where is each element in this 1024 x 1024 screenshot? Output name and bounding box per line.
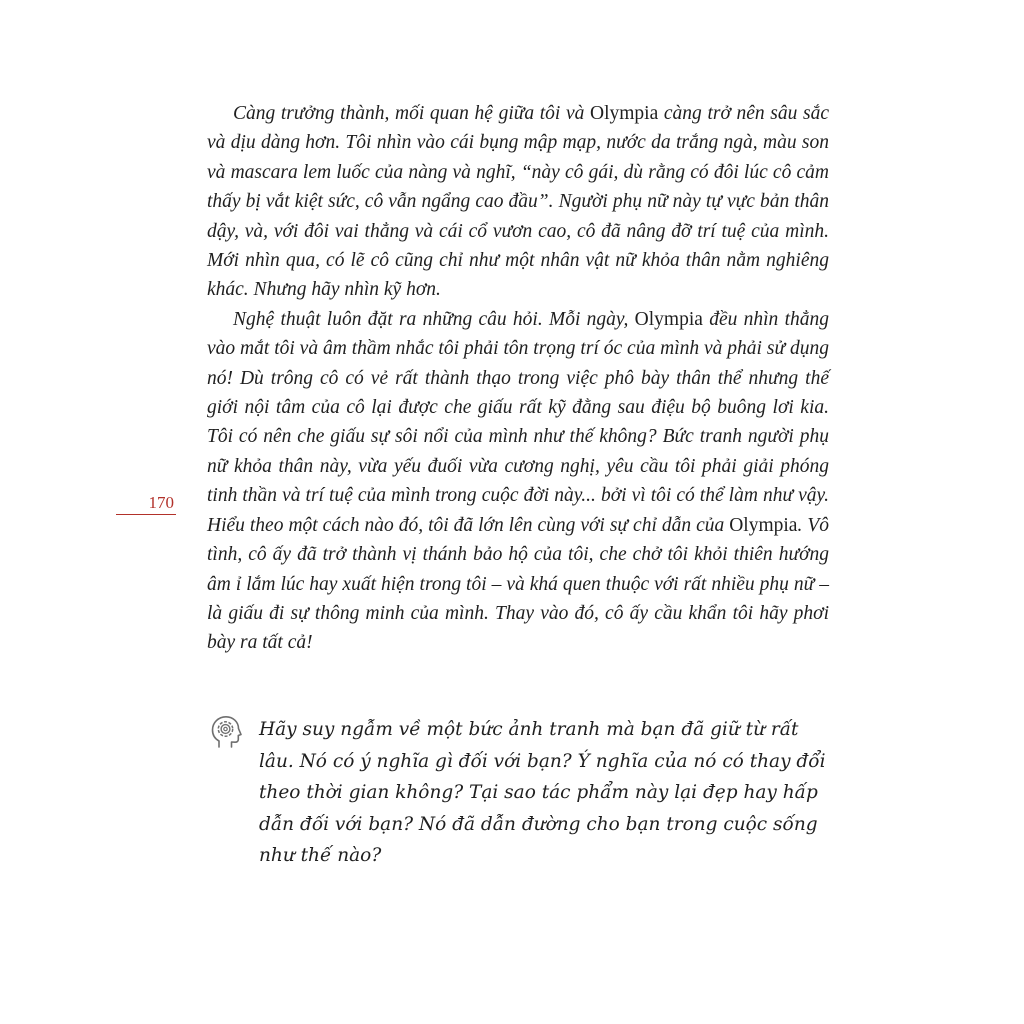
page-number: 170 [148, 493, 174, 512]
head-gear-icon [210, 714, 242, 750]
paragraph-2-text-b: đều nhìn thẳng vào mắt tôi và âm thầm nhắc tôi phải tôn trọng trí óc của mình và phải sử dụng nó! Dù trông cô có vẻ rất thành thạo trong việc phô bày thân thể nhưng thế giới nội tâm của cô lại được che giấu rất kỹ đằng sau điệu bộ buông lơi kia. Tôi có nên che giấu sự sôi nổi của mình như thế không? Bức tranh người phụ nữ khỏa thân này, vừa yếu đuối vừa cương nghị, yêu cầu tôi phải giải phóng tinh thần và trí tuệ của mình trong cuộc đời này... bởi vì tôi có thể làm như vậy. Hiểu theo một cách nào đó, tôi đã lớn lên cùng với sự chỉ dẫn của [207, 308, 829, 536]
paragraph-1 [207, 99, 829, 305]
paragraph-2 [207, 305, 829, 658]
paragraph-1-text-a: Càng trưởng thành, mối quan hệ giữa tôi và [233, 103, 591, 124]
paragraph-1-text-b: càng trở nên sâu sắc và dịu dàng hơn. Tôi nhìn vào cái bụng mập mạp, nước da trắng ngà, màu son và mascara lem luốc của nàng và nghĩ, “này cô gái, dù rằng có đôi lúc cô cảm thấy bị vắt kiệt sức, cô vẫn ngẩng cao đầu”. Người phụ nữ này tự vực bản thân dậy, và, với đôi vai thẳng và cái cổ vươn cao, cô đã nâng đỡ trí tuệ của mình. Mới nhìn qua, có lẽ cô cũng chỉ như một nhân vật nữ khỏa thân nằm nghiêng khác. Nhưng hãy nhìn kỹ hơn. [207, 103, 829, 301]
paragraph-2-text-c: . Vô tình, cô ấy đã trở thành vị thánh bảo hộ của tôi, che chở tôi khỏi thiên hướng âm ỉ lắm lúc hay xuất hiện trong tôi – và khá quen thuộc với rất nhiều phụ nữ – là giấu đi sự thông minh của mình. Thay vào đó, cô ấy cầu khẩn tôi hãy phơi bày ra tất cả! [207, 514, 829, 654]
artwork-name: Olympia [634, 308, 703, 330]
body-text [207, 99, 829, 658]
reflection-prompt [210, 714, 830, 872]
artwork-name: Olympia [729, 514, 798, 536]
artwork-name: Olympia [590, 103, 659, 124]
paragraph-2-text-a: Nghệ thuật luôn đặt ra những câu hỏi. Mỗi ngày, [233, 308, 635, 330]
reflection-text: Hãy suy ngẫm về một bức ảnh tranh mà bạn đã giữ từ rất lâu. Nó có ý nghĩa gì đối với bạn? Ý nghĩa của nó có thay đổi theo thời gian không? Tại sao tác phẩm này lại đẹp hay hấp dẫn đối với bạn? Nó đã dẫn đường cho bạn trong cuộc sống như thế nào? [259, 719, 826, 866]
page-number-rule [116, 514, 176, 515]
